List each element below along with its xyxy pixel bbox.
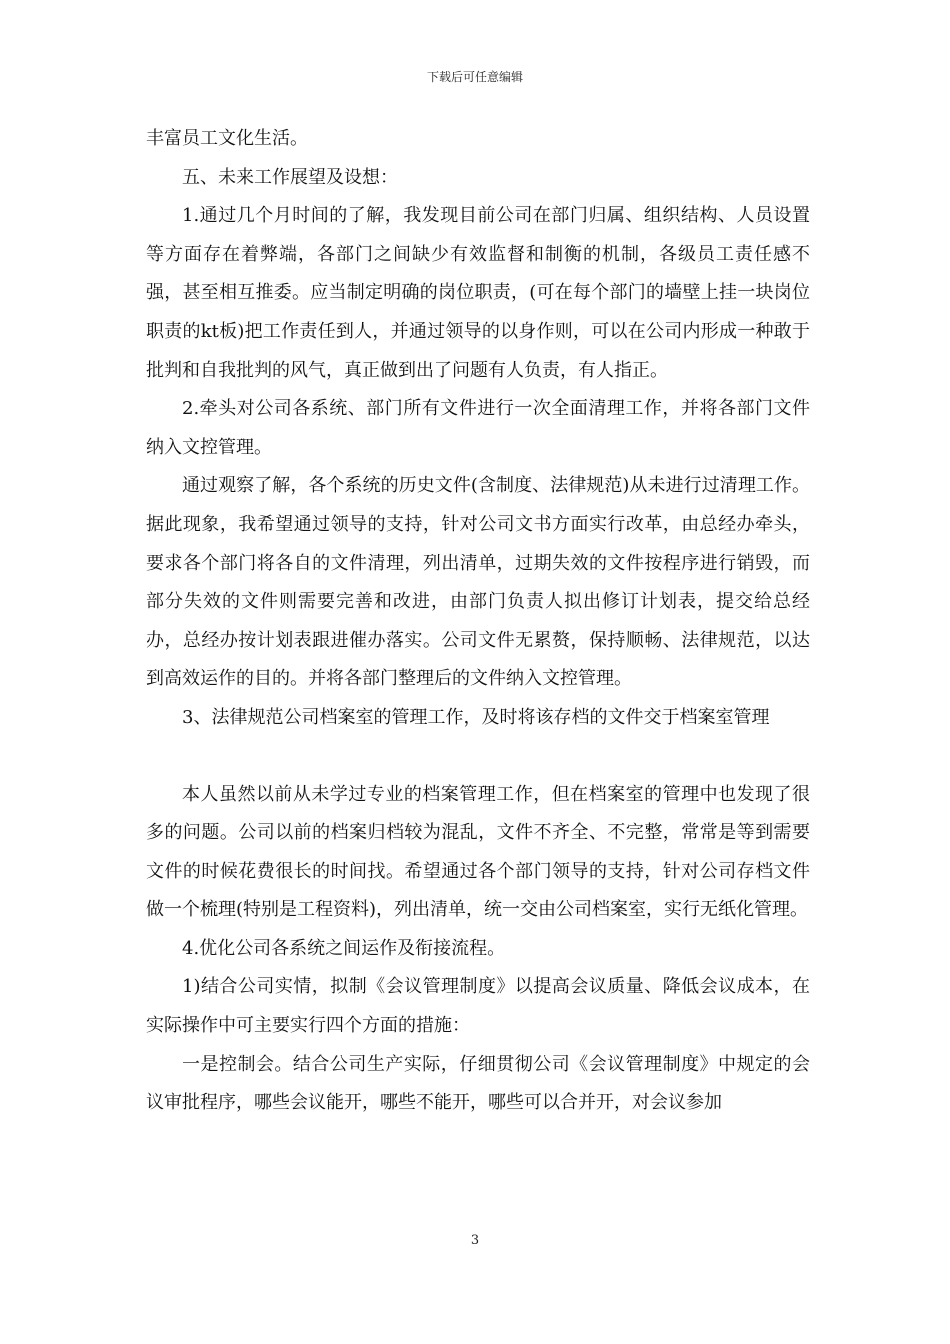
paragraph: 一是控制会。结合公司生产实际，仔细贯彻公司《会议管理制度》中规定的会议审批程序，哪些会议能开，哪些不能开，哪些可以合并开，对会议参加 [146, 1053, 810, 1114]
document-body [146, 120, 810, 1123]
paragraph: 丰富员工文化生活。 [146, 128, 308, 149]
paragraph: 通过观察了解，各个系统的历史文件(含制度、法律规范)从未进行过清理工作。据此现象，我希望通过领导的支持，针对公司文书方面实行改革，由总经办牵头，要求各个部门将各自的文件清理，列出清单，过期失效的文件按程序进行销毁，而部分失效的文件则需要完善和改进，由部门负责人拟出修订计划表，提交给总经办，总经办按计划表跟进催办落实。公司文件无累赘，保持顺畅、法律规范，以达到高效运作的目的。并将各部门整理后的文件纳入文控管理。 [146, 475, 810, 690]
section-heading: 五、未来工作展望及设想： [182, 166, 398, 188]
paragraph: 2.牵头对公司各系统、部门所有文件进行一次全面清理工作，并将各部门文件纳入文控管理。 [146, 398, 810, 458]
paragraph: 1)结合公司实情，拟制《会议管理制度》以提高会议质量、降低会议成本，在实际操作中可主要实行四个方面的措施： [146, 976, 810, 1037]
paragraph: 4.优化公司各系统之间运作及衔接流程。 [182, 937, 506, 959]
page-number: 3 [470, 1233, 480, 1248]
paragraph: 3、法律规范公司档案室的管理工作，及时将该存档的文件交于档案室管理 [182, 706, 770, 728]
paragraph: 1.通过几个月时间的了解，我发现目前公司在部门归属、组织结构、人员设置等方面存在着弊端，各部门之间缺少有效监督和制衡的机制，各级员工责任感不强，甚至相互推委。应当制定明确的岗位职责，(可在每个部门的墙壁上挂一块岗位职责的kt板)把工作责任到人，并通过领导的以身作则，可以在公司内形成一种敢于批判和自我批判的风气，真正做到出了问题有人负责，有人指正。 [146, 205, 810, 381]
paragraph: 本人虽然以前从未学过专业的档案管理工作，但在档案室的管理中也发现了很多的问题。公司以前的档案归档较为混乱，文件不齐全、不完整，常常是等到需要文件的时候花费很长的时间找。希望通过各个部门领导的支持，针对公司存档文件做一个梳理(特别是工程资料)，列出清单，统一交由公司档案室，实行无纸化管理。 [146, 783, 810, 921]
page-header: 下载后可任意编辑 [426, 70, 523, 84]
